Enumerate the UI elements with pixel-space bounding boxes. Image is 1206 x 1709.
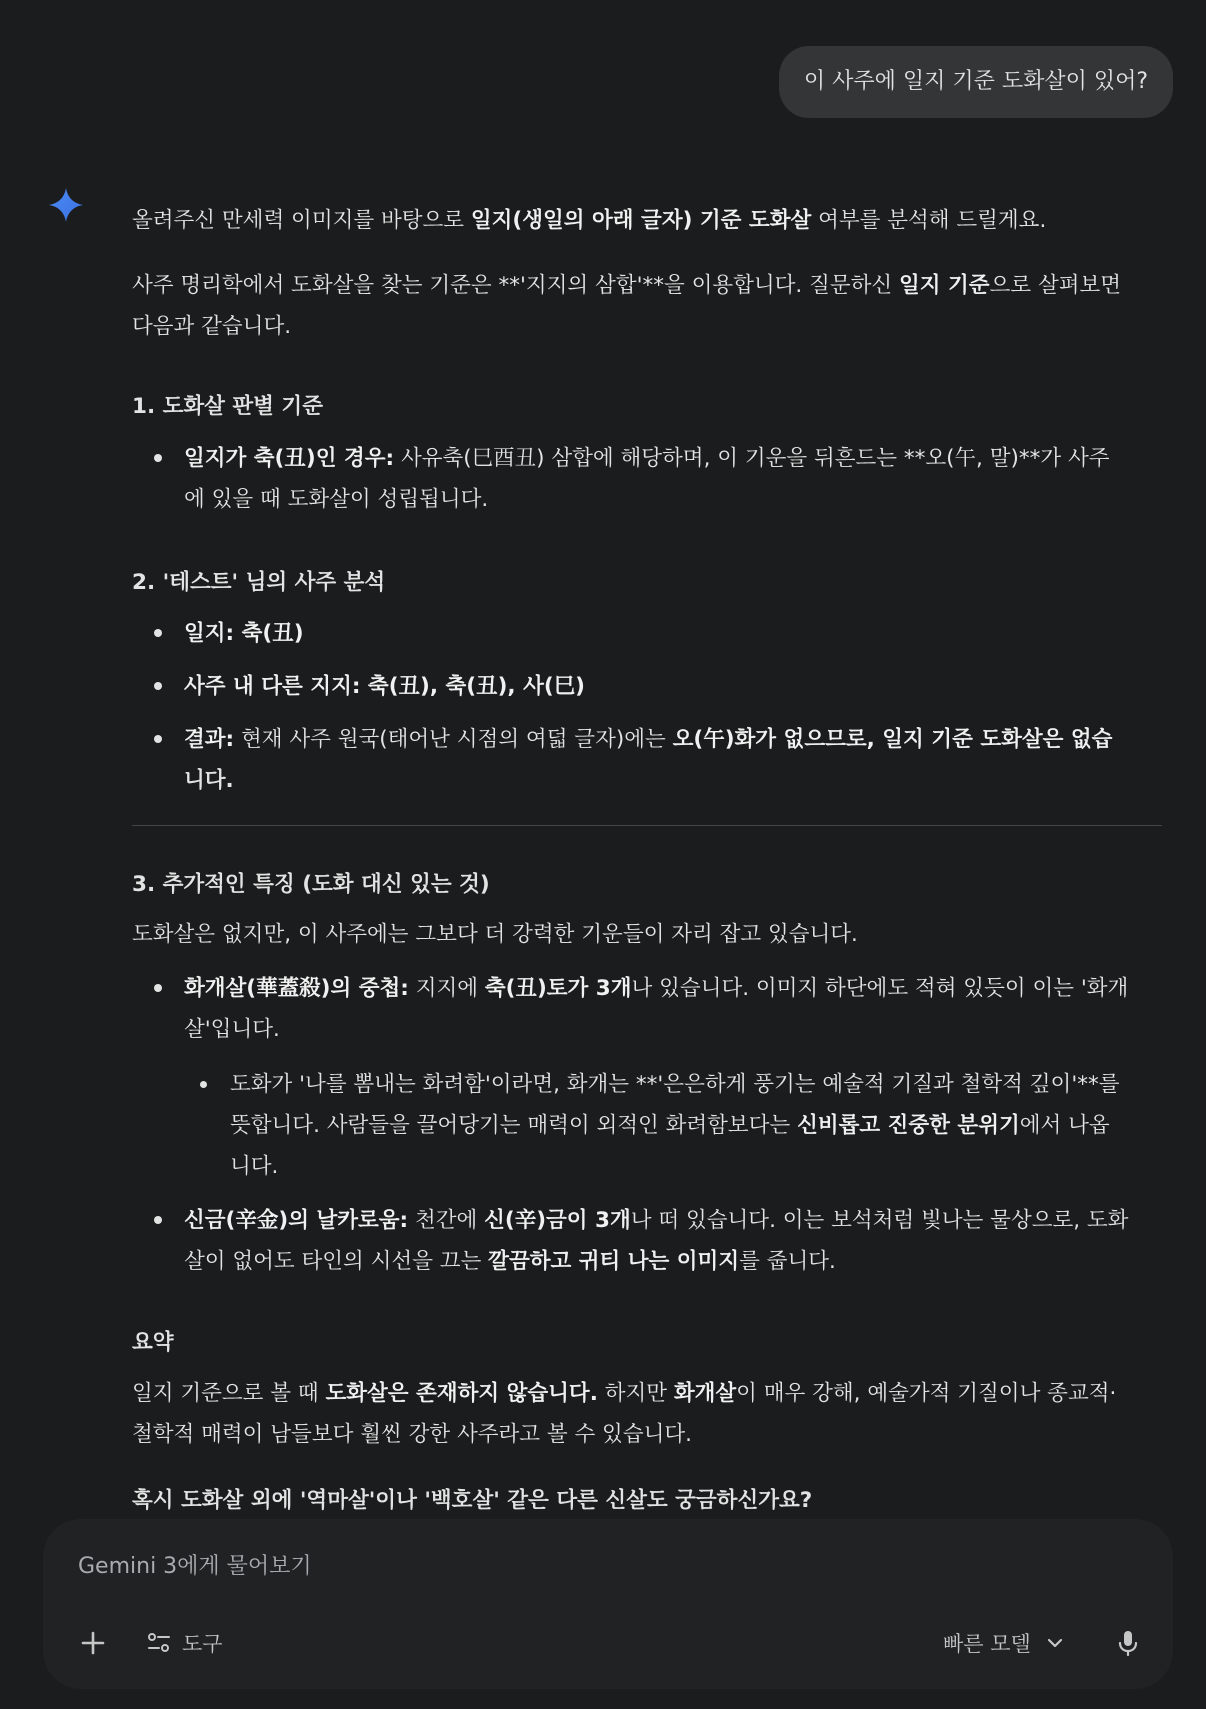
model-label: 빠른 모델 — [943, 1632, 1031, 1656]
bullet — [154, 454, 162, 462]
section-heading-2: 2. '테스트' 님의 사주 분석 — [132, 570, 386, 595]
bold-text: 화개살(華蓋殺)의 중첩: — [184, 976, 409, 1001]
summary-heading: 요약 — [132, 1330, 174, 1355]
bullet — [154, 735, 162, 743]
microphone-icon[interactable] — [1108, 1623, 1148, 1663]
summary-line2: 철학적 매력이 남들보다 훨씬 강한 사주라고 볼 수 있습니다. — [132, 1422, 692, 1447]
user-message-text: 이 사주에 일지 기준 도화살이 있어? — [803, 69, 1148, 94]
tools-sliders-icon — [146, 1630, 172, 1656]
closing-question: 혹시 도화살 외에 '역마살'이나 '백호살' 같은 다른 신살도 궁금하신가요? — [132, 1488, 813, 1513]
criteria-paragraph-line1: 사주 명리학에서 도화살을 찾는 기준은 **'지지의 삼합'**을 이용합니다. 질문하신 일지 기준으로 살펴보면 — [132, 273, 1122, 298]
list-item-line: 뜻합니다. 사람들을 끌어당기는 매력이 외적인 화려함보다는 신비롭고 진중한 분위기에서 나옵 — [230, 1113, 1110, 1138]
bold-text: 깔끔하고 귀티 나는 이미지 — [488, 1249, 740, 1274]
list-item-line: 니다. — [230, 1154, 279, 1179]
list-item-line: 니다. — [184, 768, 234, 793]
list-item — [184, 613, 1162, 654]
section3-intro: 도화살은 없지만, 이 사주에는 그보다 더 강력한 기운들이 자리 잡고 있습니다. — [132, 922, 858, 947]
bold-text: 오(午)화가 없으므로, 일지 기준 도화살은 없습 — [672, 727, 1113, 752]
bold-text: 일지가 축(丑)인 경우: — [184, 446, 395, 471]
tools-button[interactable] — [146, 1623, 223, 1663]
prompt-composer[interactable] — [43, 1519, 1173, 1689]
bold-text: 신금(辛金)의 날카로움: — [184, 1208, 409, 1233]
chevron-down-icon — [1045, 1633, 1065, 1653]
divider — [132, 825, 1162, 826]
prompt-input[interactable]: Gemini 3에게 물어보기 — [78, 1554, 312, 1579]
tools-label: 도구 — [182, 1632, 223, 1656]
list-item — [184, 719, 1162, 801]
bullet — [154, 629, 162, 637]
bold-text: 화개살 — [673, 1381, 737, 1406]
list-item — [184, 666, 1162, 707]
list-item-line: 살이 없어도 타인의 시선을 끄는 깔끔하고 귀티 나는 이미지를 줍니다. — [184, 1249, 836, 1274]
bullet — [154, 1216, 162, 1224]
list-item-line: 살'입니다. — [184, 1017, 280, 1042]
list-item-text: 사주 내 다른 지지: 축(丑), 축(丑), 사(巳) — [184, 674, 585, 699]
criteria-paragraph-line2: 다음과 같습니다. — [132, 314, 292, 339]
bold-text: 도화살은 존재하지 않습니다. — [325, 1381, 598, 1406]
list-item-line: 에 있을 때 도화살이 성립됩니다. — [184, 487, 489, 512]
sub-list-item — [230, 1064, 1162, 1187]
list-item — [184, 438, 1162, 520]
list-item-line: 화개살(華蓋殺)의 중첩: 지지에 축(丑)토가 3개나 있습니다. 이미지 하단에도 적혀 있듯이 이는 '화개 — [184, 976, 1129, 1001]
list-item — [184, 1200, 1162, 1282]
user-message-bubble — [779, 46, 1173, 118]
bold-text: 결과: — [184, 727, 235, 752]
list-item — [184, 968, 1162, 1050]
bold-text: 신비롭고 진중한 분위기 — [797, 1113, 1020, 1138]
list-item-line: 도화가 '나를 뽐내는 화려함'이라면, 화개는 **'은은하게 풍기는 예술적 기질과 철학적 깊이'**를 — [230, 1072, 1120, 1097]
section-heading-1: 1. 도화살 판별 기준 — [132, 394, 323, 419]
bold-text: 일지 기준 — [899, 273, 990, 298]
bullet — [154, 682, 162, 690]
bullet — [200, 1081, 207, 1088]
list-item-line: 신금(辛金)의 날카로움: 천간에 신(辛)금이 3개나 떠 있습니다. 이는 보석처럼 빛나는 물상으로, 도화 — [184, 1208, 1129, 1233]
plus-icon[interactable] — [73, 1623, 113, 1663]
bold-text: 축(丑)토가 3개 — [484, 976, 632, 1001]
bold-text: 신(辛)금이 3개 — [484, 1208, 631, 1233]
list-item-text: 일지: 축(丑) — [184, 621, 304, 646]
list-item-line: 일지가 축(丑)인 경우: 사유축(巳酉丑) 삼합에 해당하며, 이 기운을 뒤흔드는 **오(午, 말)**가 사주 — [184, 446, 1110, 471]
intro-paragraph: 올려주신 만세력 이미지를 바탕으로 일지(생일의 아래 글자) 기준 도화살 여부를 분석해 드릴게요. — [132, 208, 1047, 233]
bold-text: 일지(생일의 아래 글자) 기준 도화살 — [470, 208, 812, 233]
bullet — [154, 984, 162, 992]
model-selector[interactable] — [943, 1623, 1065, 1663]
summary-line1: 일지 기준으로 볼 때 도화살은 존재하지 않습니다. 하지만 화개살이 매우 강해, 예술가적 기질이나 종교적· — [132, 1381, 1117, 1406]
gemini-sparkle-icon — [47, 186, 85, 224]
list-item-line: 결과: 현재 사주 원국(태어난 시점의 여덟 글자)에는 오(午)화가 없으므로, 일지 기준 도화살은 없습 — [184, 727, 1113, 752]
section-heading-3: 3. 추가적인 특징 (도화 대신 있는 것) — [132, 872, 490, 897]
